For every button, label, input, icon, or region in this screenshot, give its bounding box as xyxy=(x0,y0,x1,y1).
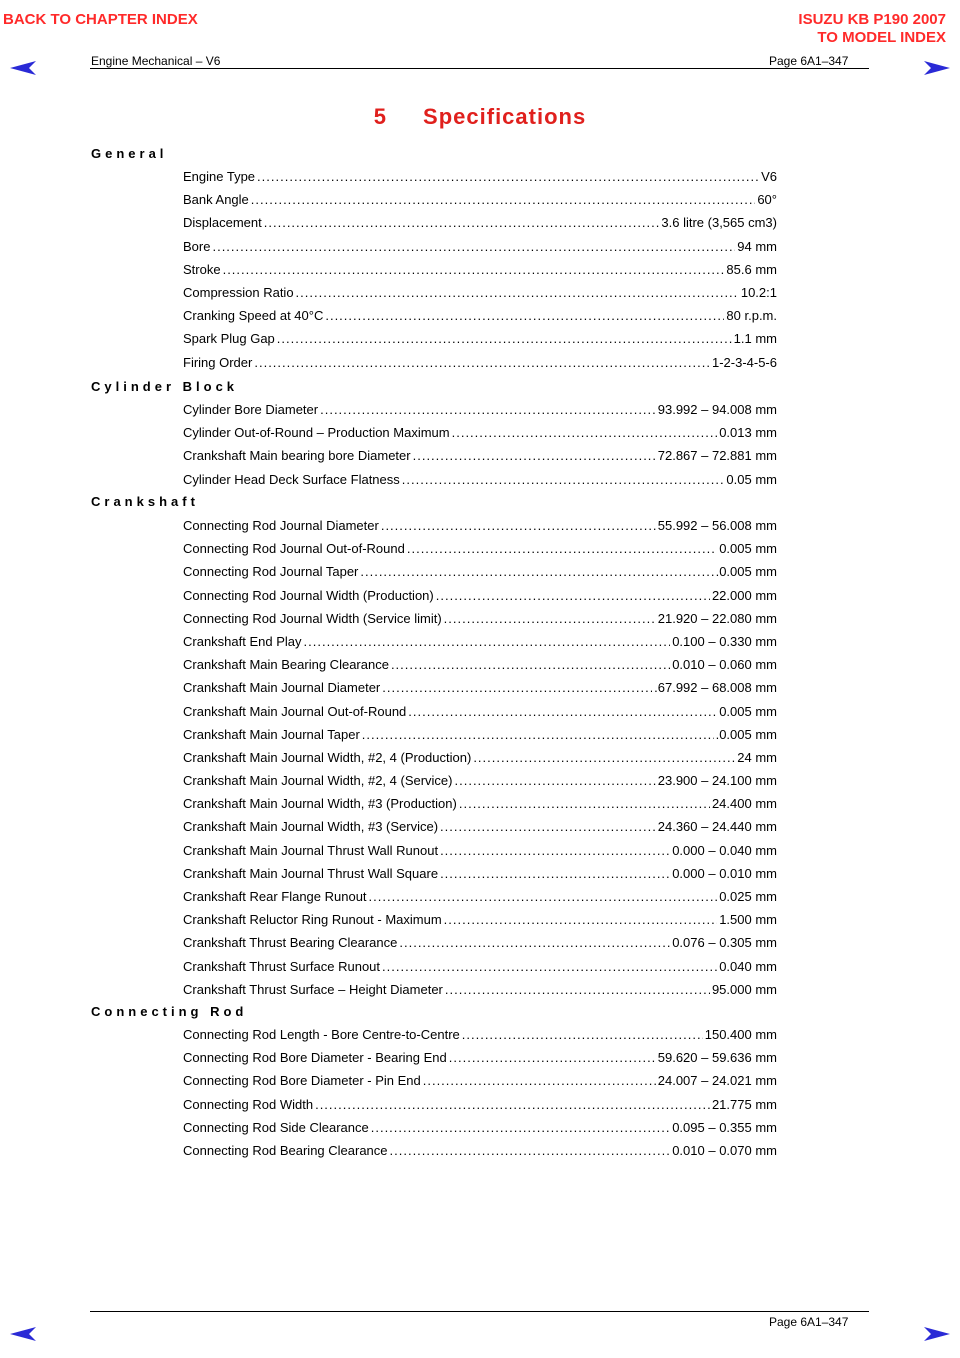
section-number: 5 xyxy=(373,104,388,129)
spec-row xyxy=(183,211,777,234)
model-title-link[interactable]: ISUZU KB P190 2007 xyxy=(798,11,946,28)
spec-row xyxy=(183,700,777,723)
spec-label: Compression Ratio xyxy=(183,284,294,300)
spec-label: Cylinder Head Deck Surface Flatness xyxy=(183,471,400,487)
spec-value: 0.000 – 0.010 mm xyxy=(672,865,777,881)
next-page-arrow-icon[interactable] xyxy=(924,1327,950,1341)
dot-leader xyxy=(407,537,717,560)
spec-row xyxy=(183,327,777,350)
to-model-index-link[interactable]: TO MODEL INDEX xyxy=(817,29,946,46)
spec-row xyxy=(183,653,777,676)
spec-row xyxy=(183,421,777,444)
spec-value: 80 r.p.m. xyxy=(726,308,777,324)
spec-value: 1.1 mm xyxy=(733,331,777,347)
spec-value: 85.6 mm xyxy=(726,261,777,277)
spec-row xyxy=(183,468,777,491)
dot-leader xyxy=(360,560,713,583)
spec-value: .67.992 – 68.008 mm xyxy=(654,680,777,696)
spec-value: 1-2-3-4-5-6 xyxy=(711,354,777,370)
spec-row xyxy=(183,235,777,258)
spec-label: Crankshaft Thrust Surface – Height Diameter xyxy=(183,981,443,997)
spec-label: Connecting Rod Journal Taper xyxy=(183,564,359,580)
spec-value: V6 xyxy=(761,169,777,184)
spec-row xyxy=(183,792,777,815)
spec-value: 0.005 mm xyxy=(719,541,777,557)
spec-label: Crankshaft Main bearing bore Diameter xyxy=(183,448,411,464)
spec-label: Bore xyxy=(183,238,211,254)
spec-row xyxy=(183,258,777,281)
spec-row xyxy=(183,676,777,699)
spec-value: 60° xyxy=(757,192,777,208)
spec-label: Connecting Rod Side Clearance xyxy=(183,1119,369,1135)
spec-row xyxy=(183,537,777,560)
group-heading-crankshaft: Crankshaft xyxy=(91,494,199,509)
spec-label: Connecting Rod Bearing Clearance xyxy=(183,1142,388,1158)
spec-row xyxy=(183,955,777,978)
footer-divider xyxy=(90,1311,869,1312)
dot-leader xyxy=(452,421,718,444)
dot-leader xyxy=(436,584,710,607)
spec-row xyxy=(183,514,777,537)
spec-value: 24.007 – 24.021 mm xyxy=(657,1073,777,1089)
spec-value: 21.775 mm xyxy=(711,1096,777,1112)
spec-label: Connecting Rod Width xyxy=(183,1096,314,1112)
spec-value: 0.025 mm xyxy=(719,889,777,904)
spec-row xyxy=(183,746,777,769)
spec-label: Crankshaft Main Journal Width, #3 (Service) xyxy=(183,819,439,835)
dot-leader xyxy=(325,304,724,327)
spec-row xyxy=(183,931,777,954)
spec-label: Crankshaft Main Journal Width, #2, 4 (Service) xyxy=(183,773,453,789)
dot-leader xyxy=(440,839,670,862)
spec-value: 72.867 – 72.881 mm xyxy=(657,448,777,464)
spec-value: 59.620 – 59.636 mm xyxy=(657,1050,777,1066)
spec-label: Connecting Rod Bore Diameter - Pin End xyxy=(183,1073,421,1089)
group-heading-cylinder-block: Cylinder Block xyxy=(91,379,239,394)
spec-label: Spark Plug Gap xyxy=(183,331,275,347)
spec-row xyxy=(183,885,777,908)
dot-leader xyxy=(423,1069,656,1092)
spec-row xyxy=(183,165,777,188)
back-to-chapter-index-link[interactable]: BACK TO CHAPTER INDEX xyxy=(3,11,198,28)
dot-leader xyxy=(390,1139,671,1162)
dot-leader xyxy=(212,235,735,258)
dot-leader xyxy=(408,700,717,723)
spec-row xyxy=(183,584,777,607)
spec-row xyxy=(183,1139,777,1162)
spec-row xyxy=(183,351,777,374)
dot-leader xyxy=(399,931,670,954)
spec-value: 0.040 mm xyxy=(719,958,777,974)
spec-value: 0.005 mm xyxy=(719,703,777,719)
spec-row xyxy=(183,978,777,1001)
dot-leader xyxy=(444,607,656,630)
spec-row xyxy=(183,1069,777,1092)
spec-label: Connecting Rod Journal Out-of-Round xyxy=(183,541,405,557)
spec-label: Crankshaft Main Journal Width, #2, 4 (Production) xyxy=(183,749,472,765)
running-header-title: Engine Mechanical – V6 xyxy=(91,54,221,68)
spec-label: Cylinder Out-of-Round – Production Maximum xyxy=(183,425,450,441)
dot-leader xyxy=(445,978,710,1001)
spec-row xyxy=(183,769,777,792)
spec-label: Crankshaft End Play xyxy=(183,633,302,649)
spec-value: 0.076 – 0.305 mm xyxy=(672,935,777,951)
spec-value: .0.005 mm xyxy=(715,564,777,580)
spec-row xyxy=(183,281,777,304)
running-header-page: Page 6A1–347 xyxy=(769,54,849,68)
dot-leader xyxy=(382,955,717,978)
spec-label: Crankshaft Rear Flange Runout xyxy=(183,889,367,904)
spec-row xyxy=(183,1046,777,1069)
spec-value: 1.500 mm xyxy=(719,912,777,928)
spec-value: 0.05 mm xyxy=(726,471,777,487)
dot-leader xyxy=(440,862,670,885)
spec-value: 150.400 mm xyxy=(704,1027,777,1042)
dot-leader xyxy=(304,630,671,653)
section-title-text: Specifications xyxy=(423,104,587,129)
spec-label: Crankshaft Main Bearing Clearance xyxy=(183,657,389,673)
spec-row xyxy=(183,723,777,746)
spec-row xyxy=(183,839,777,862)
spec-row xyxy=(183,1093,777,1116)
spec-value: .0.005 mm xyxy=(715,726,777,742)
dot-leader xyxy=(251,188,756,211)
dot-leader xyxy=(459,792,710,815)
spec-row xyxy=(183,607,777,630)
dot-leader xyxy=(320,398,656,421)
spec-label: Stroke xyxy=(183,261,221,277)
spec-row xyxy=(183,304,777,327)
section-title xyxy=(0,104,960,130)
spec-value: 0.095 – 0.355 mm xyxy=(672,1119,777,1135)
spec-value: 0.013 mm xyxy=(719,425,777,441)
spec-value: 10.2:1 xyxy=(740,284,777,300)
spec-row xyxy=(183,444,777,467)
spec-list-connecting-rod xyxy=(183,1023,777,1162)
running-footer-page: Page 6A1–347 xyxy=(769,1315,849,1329)
spec-label: Cranking Speed at 40°C xyxy=(183,308,324,324)
spec-row xyxy=(183,560,777,583)
spec-label: Connecting Rod Length - Bore Centre-to-Centre xyxy=(183,1027,460,1042)
dot-leader xyxy=(371,1116,670,1139)
spec-row xyxy=(183,815,777,838)
spec-label: Crankshaft Main Journal Out-of-Round xyxy=(183,703,407,719)
dot-leader xyxy=(257,165,759,188)
spec-label: Firing Order xyxy=(183,354,253,370)
spec-value: 24 mm xyxy=(737,749,777,765)
spec-label: Bank Angle xyxy=(183,192,249,208)
spec-value: 0.010 – 0.060 mm xyxy=(672,657,777,673)
spec-label: Crankshaft Main Journal Taper xyxy=(183,726,360,742)
spec-value: 23.900 – 24.100 mm xyxy=(657,773,777,789)
previous-page-arrow-icon[interactable] xyxy=(10,61,36,75)
dot-leader xyxy=(413,444,656,467)
dot-leader xyxy=(369,885,718,908)
spec-row xyxy=(183,398,777,421)
dot-leader xyxy=(440,815,656,838)
spec-value: 0.100 – 0.330 mm xyxy=(672,633,777,649)
group-heading-connecting-rod: Connecting Rod xyxy=(91,1004,248,1019)
dot-leader xyxy=(264,211,660,234)
spec-value: 0.010 – 0.070 mm xyxy=(672,1142,777,1158)
dot-leader xyxy=(462,1023,703,1046)
dot-leader xyxy=(277,327,732,350)
spec-label: Crankshaft Thrust Bearing Clearance xyxy=(183,935,398,951)
group-heading-general: General xyxy=(91,146,168,161)
spec-label: Connecting Rod Journal Width (Service limit) xyxy=(183,610,442,626)
spec-list-cylinder-block xyxy=(183,398,777,491)
dot-leader xyxy=(473,746,735,769)
spec-value: 22.000 mm xyxy=(711,587,777,603)
spec-label: Engine Type xyxy=(183,169,256,184)
dot-leader xyxy=(254,351,710,374)
spec-value: 24.360 – 24.440 mm xyxy=(657,819,777,835)
dot-leader xyxy=(444,908,718,931)
header-divider xyxy=(90,68,869,69)
spec-value: 93.992 – 94.008 mm xyxy=(657,402,777,417)
spec-row xyxy=(183,908,777,931)
spec-label: Crankshaft Main Journal Diameter xyxy=(183,680,381,696)
spec-label: Crankshaft Reluctor Ring Runout - Maximum xyxy=(183,912,442,928)
spec-row xyxy=(183,1023,777,1046)
spec-label: Crankshaft Thrust Surface Runout xyxy=(183,958,381,974)
spec-label: Crankshaft Main Journal Thrust Wall Square xyxy=(183,865,439,881)
spec-label: Connecting Rod Bore Diameter - Bearing End xyxy=(183,1050,447,1066)
spec-value: 55.992 – 56.008 mm xyxy=(657,518,777,533)
spec-value: 94 mm xyxy=(737,238,777,254)
spec-value: 24.400 mm xyxy=(711,796,777,812)
dot-leader xyxy=(315,1093,710,1116)
spec-row xyxy=(183,862,777,885)
spec-value: 21.920 – 22.080 mm xyxy=(657,610,777,626)
dot-leader xyxy=(296,281,739,304)
spec-row xyxy=(183,1116,777,1139)
dot-leader xyxy=(381,514,656,537)
dot-leader xyxy=(391,653,670,676)
spec-value: 95.000 mm xyxy=(711,981,777,997)
spec-value: 0.000 – 0.040 mm xyxy=(672,842,777,858)
spec-label: Crankshaft Main Journal Thrust Wall Runout xyxy=(183,842,439,858)
spec-list-crankshaft xyxy=(183,514,777,1001)
spec-label: Crankshaft Main Journal Width, #3 (Production) xyxy=(183,796,457,812)
spec-value: 3.6 litre (3,565 cm3) xyxy=(661,215,777,231)
dot-leader xyxy=(362,723,714,746)
dot-leader xyxy=(449,1046,656,1069)
dot-leader xyxy=(223,258,725,281)
dot-leader xyxy=(402,468,725,491)
spec-list-general xyxy=(183,165,777,374)
spec-label: Connecting Rod Journal Width (Production) xyxy=(183,587,434,603)
spec-label: Connecting Rod Journal Diameter xyxy=(183,518,379,533)
spec-row xyxy=(183,630,777,653)
spec-label: Displacement xyxy=(183,215,262,231)
previous-page-arrow-icon[interactable] xyxy=(10,1327,36,1341)
dot-leader xyxy=(455,769,656,792)
dot-leader xyxy=(382,676,652,699)
next-page-arrow-icon[interactable] xyxy=(924,61,950,75)
spec-row xyxy=(183,188,777,211)
spec-label: Cylinder Bore Diameter xyxy=(183,402,319,417)
